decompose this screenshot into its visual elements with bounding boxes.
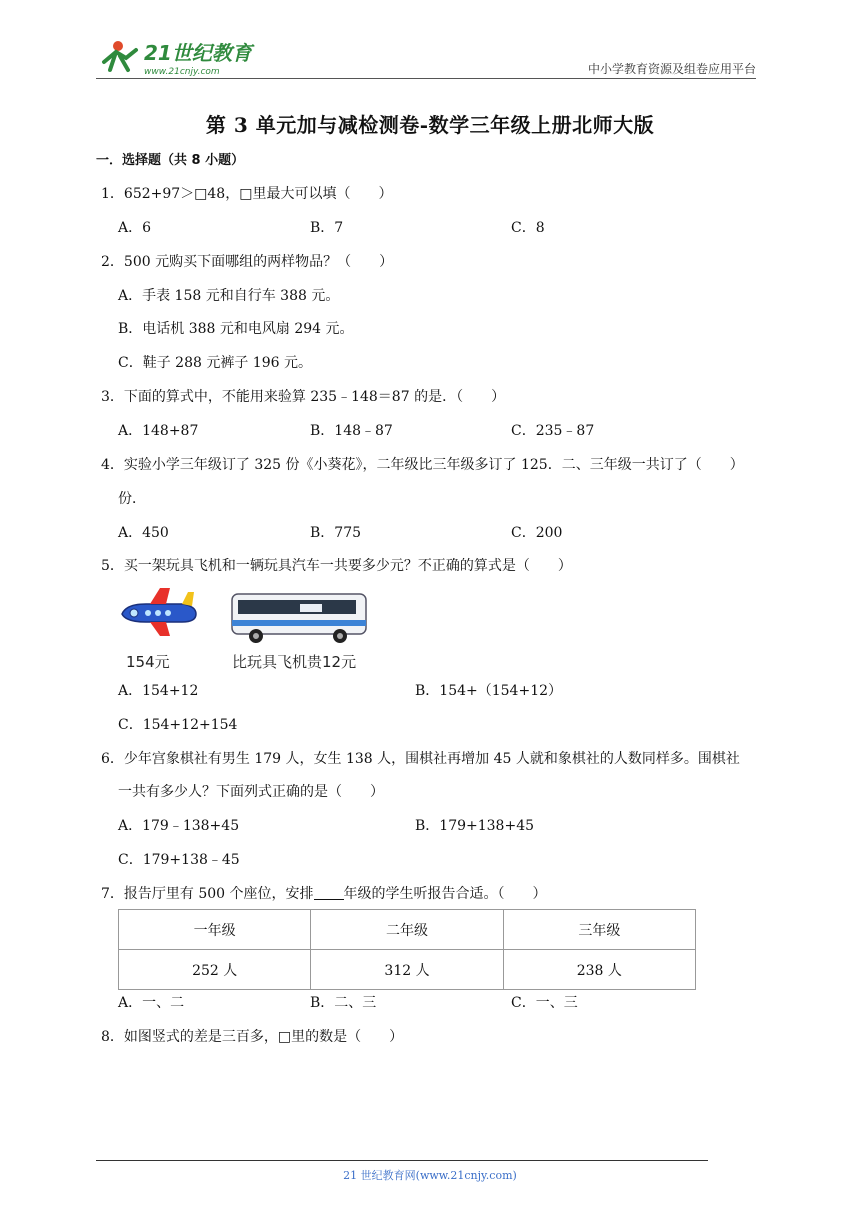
- q2-option-b: B．电话机 388 元和电风扇 294 元。: [118, 321, 354, 337]
- bus-price-label: 比玩具飞机贵12元: [232, 653, 357, 671]
- q3-option-a: A．148+87: [118, 423, 199, 439]
- q6-option-c: C．179+138﹣45: [118, 852, 240, 868]
- q5-stem: 5．买一架玩具飞机和一辆玩具汽车一共要多少元？不正确的算式是（ ）: [101, 558, 572, 574]
- q4-option-c: C．200: [511, 525, 563, 541]
- q3-option-b: B．148﹣87: [310, 423, 393, 439]
- q5-option-b: B．154+（154+12）: [415, 683, 563, 699]
- q7-blank: [314, 885, 344, 900]
- q6-stem-continued: 一共有多少人？下面列式正确的是（ ）: [118, 784, 384, 800]
- header-platform-text: 中小学教育资源及组卷应用平台: [587, 62, 756, 76]
- logo-url: www.21cnjy.com: [144, 67, 220, 77]
- q3-stem: 3．下面的算式中，不能用来验算 235﹣148＝87 的是．（ ）: [101, 389, 506, 405]
- q7-option-a: A．一、二: [118, 995, 185, 1011]
- q7-stem: [101, 885, 547, 903]
- site-logo: [96, 36, 256, 78]
- plane-price-label: 154元: [126, 653, 170, 671]
- q5-option-a: A．154+12: [118, 683, 199, 699]
- footer-divider: [96, 1160, 708, 1161]
- q2-option-a: A．手表 158 元和自行车 388 元。: [118, 288, 340, 304]
- q1-option-b: B．7: [310, 220, 344, 236]
- table-cell: 312 人: [311, 950, 503, 990]
- q6-option-b: B．179+138+45: [415, 818, 535, 834]
- footer-link[interactable]: 21 世纪教育网(www.21cnjy.com): [343, 1169, 517, 1182]
- q4-option-b: B．775: [310, 525, 362, 541]
- q4-option-a: A．450: [118, 525, 169, 541]
- q7-option-b: B．二、三: [310, 995, 377, 1011]
- table-cell: 252 人: [119, 950, 311, 990]
- toy-bus-image: [230, 590, 370, 644]
- header-divider: [96, 78, 756, 79]
- q7-option-c: C．一、三: [511, 995, 578, 1011]
- q1-stem: 1．652+97＞□48，□里最大可以填（ ）: [101, 186, 393, 202]
- grade-table: [118, 909, 696, 990]
- table-header-cell: 二年级: [311, 910, 503, 950]
- q6-option-a: A．179﹣138+45: [118, 818, 240, 834]
- q2-stem: 2．500 元购买下面哪组的两样物品？（ ）: [101, 254, 394, 270]
- section-heading: 一．选择题（共 8 小题）: [96, 153, 245, 168]
- q4-stem: 4．实验小学三年级订了 325 份《小葵花》，二年级比三年级多订了 125．二、三年级一共订了（ ）: [101, 457, 744, 473]
- q7-stem-start: 7．报告厅里有 500 个座位，安排: [101, 886, 314, 902]
- q2-option-c: C．鞋子 288 元裤子 196 元。: [118, 355, 312, 371]
- table-header-cell: 一年级: [119, 910, 311, 950]
- table-row: [119, 950, 696, 990]
- page-title: 第 3 单元加与减检测卷-数学三年级上册北师大版: [205, 113, 655, 137]
- q8-stem: 8．如图竖式的差是三百多，□里的数是（ ）: [101, 1029, 404, 1045]
- q7-stem-end: 年级的学生听报告合适。（ ）: [343, 886, 547, 902]
- q1-option-c: C．8: [511, 220, 545, 236]
- logo-text: 21世纪教育: [144, 41, 252, 65]
- q3-option-c: C．235﹣87: [511, 423, 595, 439]
- q4-stem-continued: 份．: [118, 491, 146, 507]
- table-header-row: [119, 910, 696, 950]
- q6-stem: 6．少年宫象棋社有男生 179 人，女生 138 人，围棋社再增加 45 人就和象棋社的人数同样多。围棋社: [101, 751, 740, 767]
- table-header-cell: 三年级: [503, 910, 695, 950]
- table-cell: 238 人: [503, 950, 695, 990]
- q5-option-c: C．154+12+154: [118, 717, 238, 733]
- q1-option-a: A．6: [118, 220, 152, 236]
- toy-plane-image: [116, 586, 200, 638]
